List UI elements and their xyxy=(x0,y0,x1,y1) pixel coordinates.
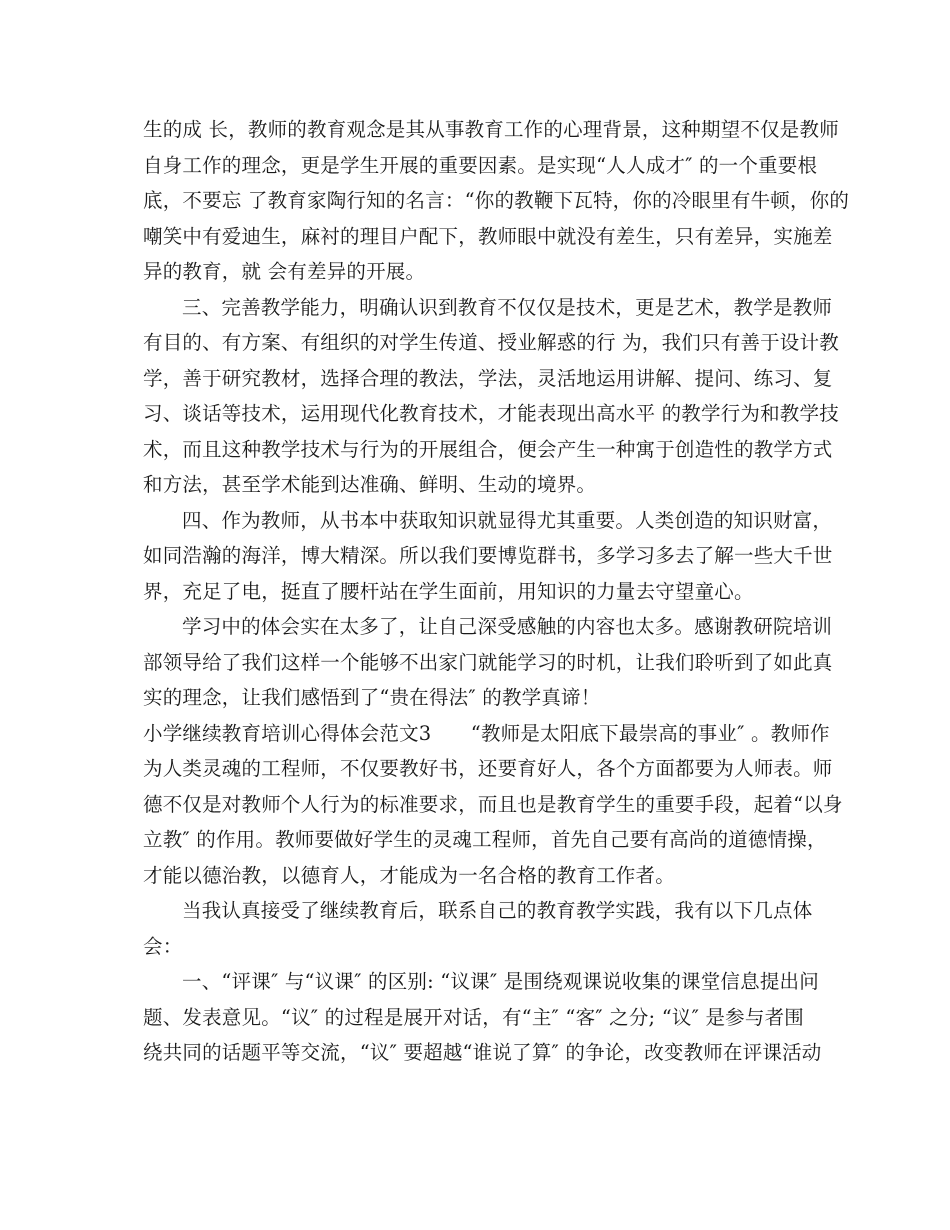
text-line: 三、完善教学能力，明确认识到教育不仅仅是技术，更是艺术，教学是教师 xyxy=(182,295,833,319)
text-line: 底，不要忘 了教育家陶行知的名言：“你的教鞭下瓦特，你的冷眼里有牛顿，你的 xyxy=(143,189,850,212)
text-line: 小学继续教育培训心得体会范文3 “教师是太阳底下最崇高的事业″ 。教师作 xyxy=(143,721,830,745)
text-line: 异的教育，就 会有差异的开展。 xyxy=(143,260,426,283)
text-line: 生的成 长，教师的教育观念是其从事教育工作的心理背景，这种期望不仅是教师 xyxy=(143,118,839,141)
text-line: 嘲笑中有爱迪生，麻衬的理目户配下，教师眼中就没有差生，只有差异，实施差 xyxy=(143,224,833,248)
text-line: 自身工作的理念，更是学生开展的重要因素。是实现“人人成才″ 的一个重要根 xyxy=(143,153,818,177)
text-line: 学习中的体会实在太多了，让自己深受感触的内容也太多。感谢教研院培训 xyxy=(182,615,833,638)
text-line: 一、“评课″ 与“议课″ 的区别: “议课″ 是围绕观课说收集的课堂信息提出问 xyxy=(182,970,819,993)
text-line: 习、谈话等技术，运用现代化教育技术，才能表现出高水平 的教学行为和教学技 xyxy=(143,402,839,425)
text-line: 和方法，甚至学术能到达准确、鲜明、生动的境界。 xyxy=(143,473,597,496)
text-line: 题、发表意见。“议″ 的过程是展开对话，有“主″ “客″ 之分; “议″ 是参与者围 xyxy=(143,1005,804,1029)
text-line: 才能以德治教，以德育人，才能成为一名合格的教育工作者。 xyxy=(143,863,675,887)
text-line: 如同浩瀚的海洋，博大精深。所以我们要博览群书，多学习多去了解一些大千世 xyxy=(143,544,833,567)
text-line: 四、作为教师，从书本中获取知识就显得尤其重要。人类创造的知识财富， xyxy=(182,508,833,532)
text-line: 实的理念，让我们感悟到了“贵在得法″ 的教学真谛！ xyxy=(143,686,601,709)
text-line: 当我认真接受了继续教育后，联系自己的教育教学实践，我有以下几点体 xyxy=(182,899,813,922)
text-line: 部领导给了我们这样一个能够不出家门就能学习的时机，让我们聆听到了如此真 xyxy=(143,650,833,674)
text-line: 界，充足了电，挺直了腰杆站在学生面前，用知识的力量去守望童心。 xyxy=(143,579,754,603)
text-line: 德不仅是对教师个人行为的标准要求，而且也是教育学生的重要手段，起着“以身 xyxy=(143,792,843,816)
text-line: 会： xyxy=(143,934,183,958)
text-line: 为人类灵魂的工程师，不仅要教好书，还要育好人，各个方面都要为人师表。师 xyxy=(143,757,833,780)
document-page xyxy=(143,112,850,1071)
text-line: 有目的、有方案、有组织的对学生传道、授业解惑的行 为，我们只有善于设计教 xyxy=(143,331,839,354)
text-line: 学，善于研究教材，选择合理的教法，学法，灵活地运用讲解、提问、练习、复 xyxy=(143,366,833,390)
text-line: 立教″ 的作用。教师要做好学生的灵魂工程师，首先自己要有高尚的道德情操， xyxy=(143,828,827,851)
text-line: 术，而且这种教学技术与行为的开展组合，便会产生一种寓于创造性的教学方式 xyxy=(143,437,833,461)
text-line: 绕共同的话题平等交流，“议″ 要超越“谁说了算″ 的争论，改变教师在评课活动 xyxy=(143,1041,822,1064)
